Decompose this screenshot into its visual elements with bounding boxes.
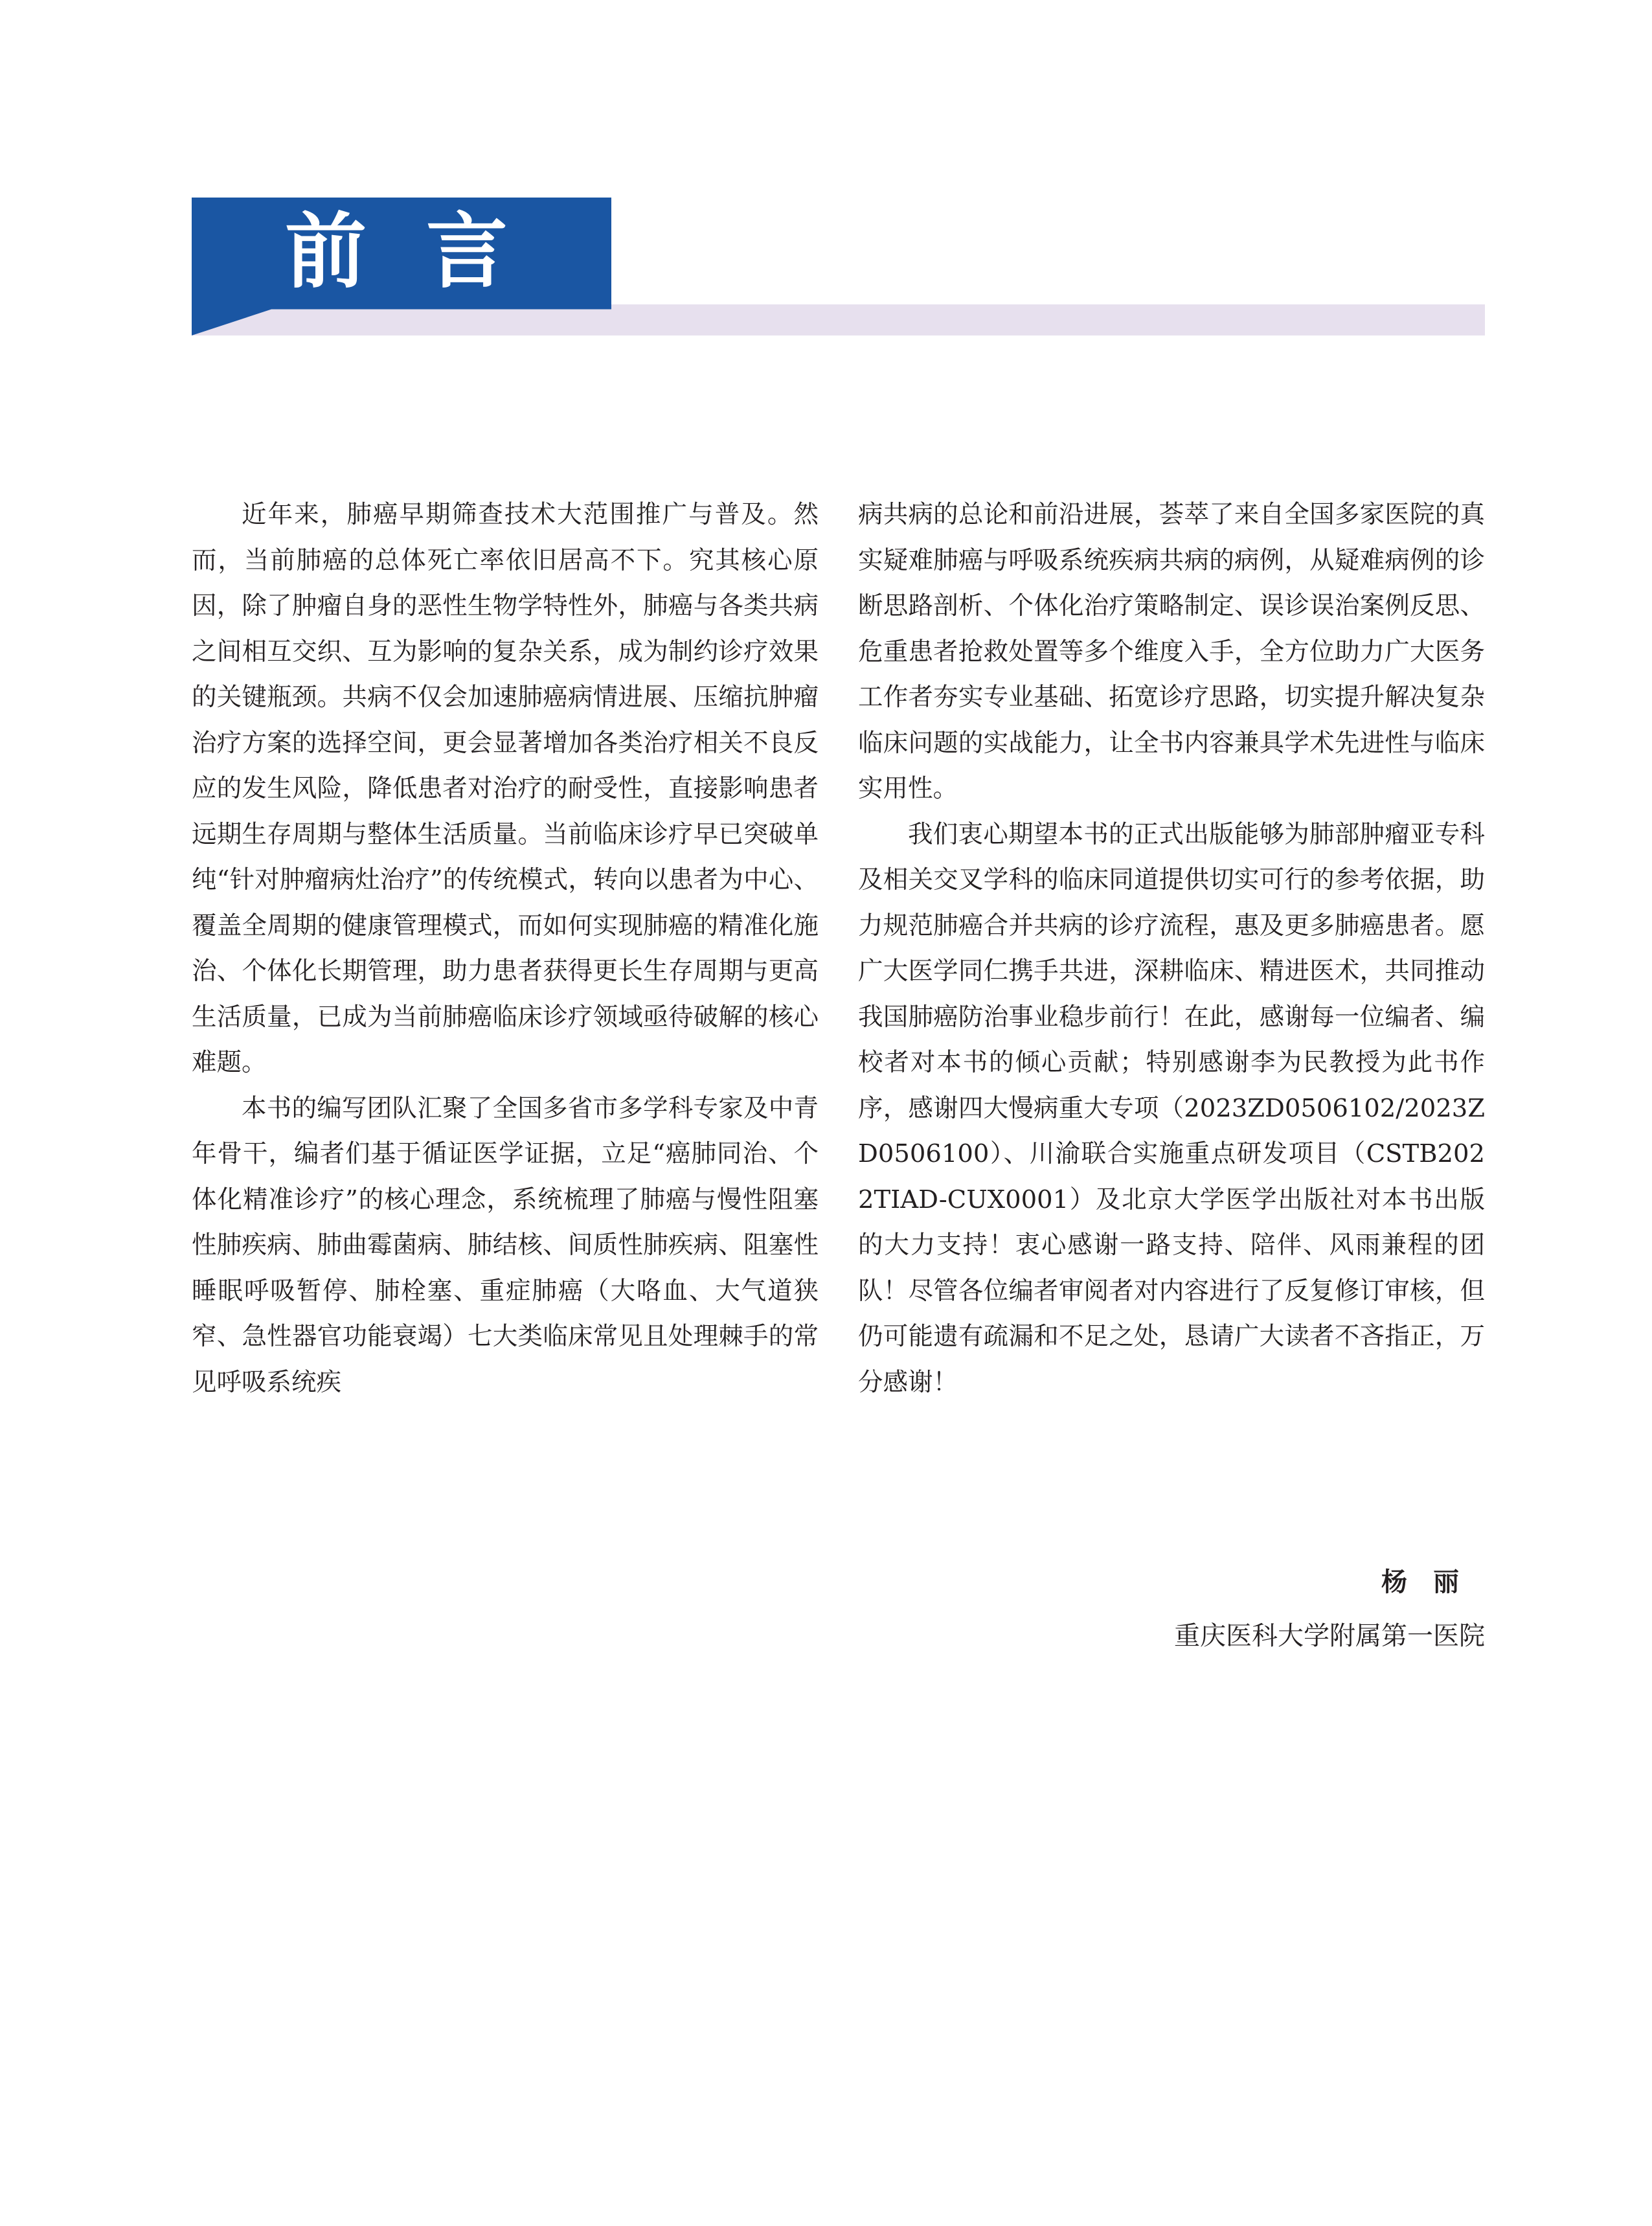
right-column	[858, 492, 1485, 1405]
paragraph: 本书的编写团队汇聚了全国多省市多学科专家及中青年骨干，编者们基于循证医学证据，立足“癌肺同治、个体化精准诊疗”的核心理念，系统梳理了肺癌与慢性阻塞性肺疾病、肺曲霉菌病、肺结核、间质性肺疾病、阻塞性睡眠呼吸暂停、肺栓塞、重症肺癌（大咯血、大气道狭窄、急性器官功能衰竭）七大类临床常见且处理棘手的常见呼吸系统疾	[192, 1093, 819, 1397]
left-column	[192, 492, 819, 1405]
signature-name: 杨丽	[1381, 1567, 1485, 1597]
paragraph: 近年来，肺癌早期筛查技术大范围推广与普及。然而，当前肺癌的总体死亡率依旧居高不下。究其核心原因，除了肿瘤自身的恶性生物学特性外，肺癌与各类共病之间相互交织、互为影响的复杂关系，成为制约诊疗效果的关键瓶颈。共病不仅会加速肺癌病情进展、压缩抗肿瘤治疗方案的选择空间，更会显著增加各类治疗相关不良反应的发生风险，降低患者对治疗的耐受性，直接影响患者远期生存周期与整体生活质量。当前临床诊疗早已突破单纯“针对肿瘤病灶治疗”的传统模式，转向以患者为中心、覆盖全周期的健康管理模式，而如何实现肺癌的精准化施治、个体化长期管理，助力患者获得更长生存周期与更高生活质量，已成为当前肺癌临床诊疗领域亟待破解的核心难题。	[192, 500, 819, 1077]
signature-organization: 重庆医科大学附属第一医院	[1174, 1621, 1485, 1651]
paragraph: 我们衷心期望本书的正式出版能够为肺部肿瘤亚专科及相关交叉学科的临床同道提供切实可行的参考依据，助力规范肺癌合并共病的诊疗流程，惠及更多肺癌患者。愿广大医学同仁携手共进，深耕临床、精进医术，共同推动我国肺癌防治事业稳步前行！在此，感谢每一位编者、编校者对本书的倾心贡献；特别感谢李为民教授为此书作序，感谢四大慢病重大专项（2023ZD0506102/2023ZD0506100）、川渝联合实施重点研发项目（CSTB2022TIAD-CUX0001）及北京大学医学出版社对本书出版的大力支持！衷心感谢一路支持、陪伴、风雨兼程的团队！尽管各位编者审阅者对内容进行了反复修订审核，但仍可能遗有疏漏和不足之处，恳请广大读者不吝指正，万分感谢！	[858, 819, 1485, 1397]
page-title: 前言	[285, 204, 567, 299]
paragraph-continued: 病共病的总论和前沿进展，荟萃了来自全国多家医院的真实疑难肺癌与呼吸系统疾病共病的病例，从疑难病例的诊断思路剖析、个体化治疗策略制定、误诊误治案例反思、危重患者抢救处置等多个维度入手，全方位助力广大医务工作者夯实专业基础、拓宽诊疗思路，切实提升解决复杂临床问题的实战能力，让全书内容兼具学术先进性与临床实用性。	[858, 500, 1485, 803]
